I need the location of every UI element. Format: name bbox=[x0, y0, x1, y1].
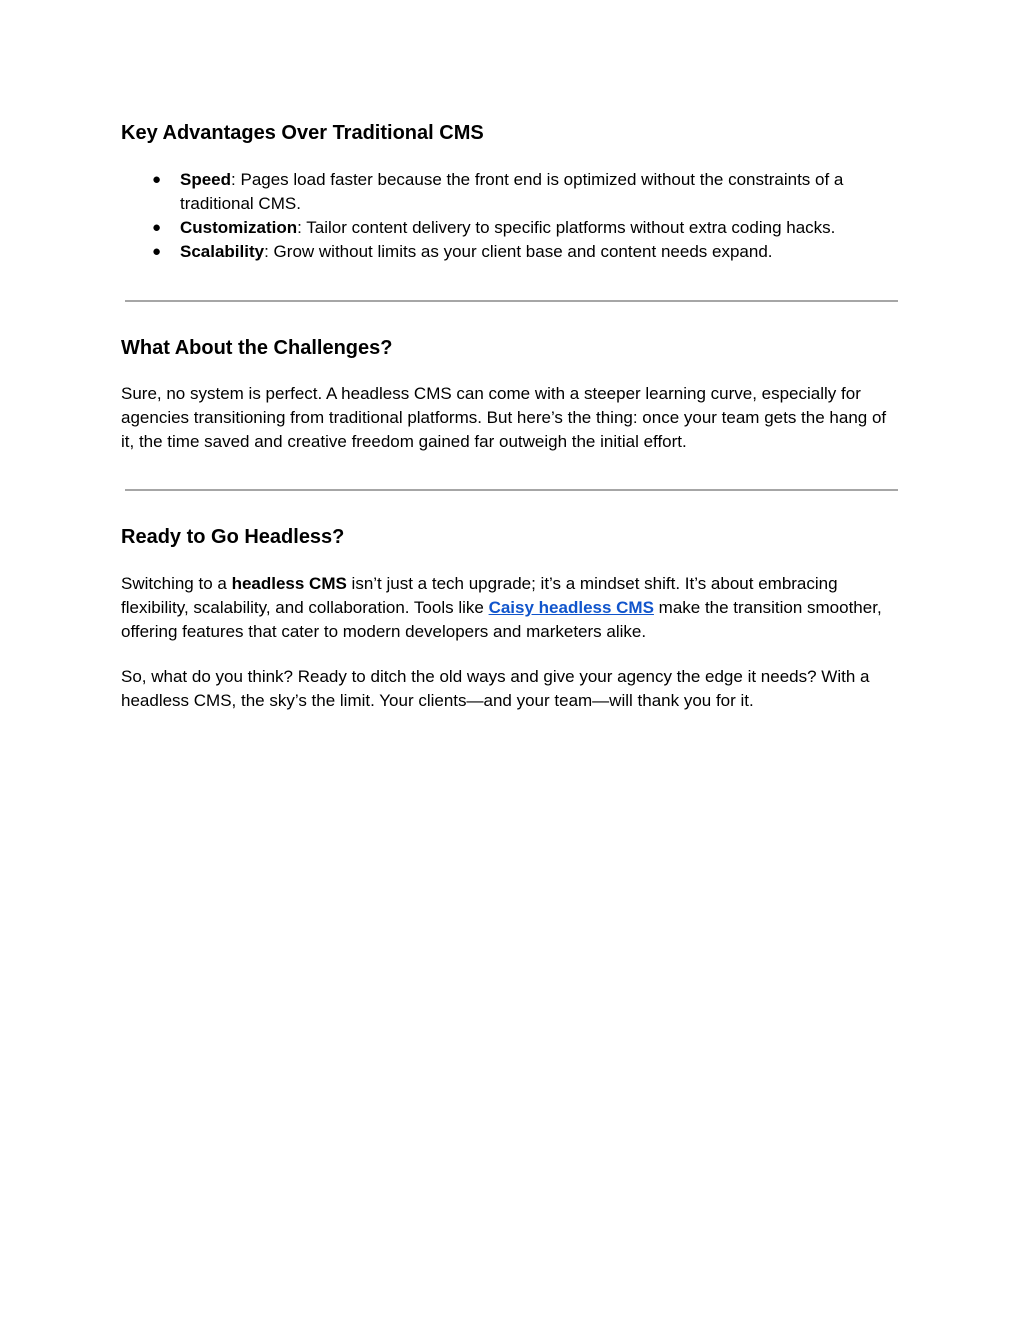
ready-text-end: make the transition smoother, offering features that cater to modern developers and marketers alike. bbox=[121, 598, 882, 641]
list-item-text: : Tailor content delivery to specific platforms without extra coding hacks. bbox=[297, 218, 836, 237]
caisy-link[interactable]: Caisy headless CMS bbox=[488, 598, 654, 617]
heading-key-advantages: Key Advantages Over Traditional CMS bbox=[121, 122, 484, 144]
challenges-paragraph: Sure, no system is perfect. A headless CMS can come with a steeper learning curve, especially for agencies transitioning from traditional platforms. But here’s the thing: once your team gets the hang of it, the time saved and creative freedom gained far outweigh the initial effort. bbox=[121, 384, 887, 451]
bullet-icon: ● bbox=[152, 243, 162, 260]
ready-paragraph bbox=[121, 572, 901, 644]
bullet-icon: ● bbox=[152, 219, 162, 236]
list-item-term: Scalability bbox=[180, 242, 265, 261]
list-item bbox=[121, 168, 901, 216]
list-item bbox=[121, 240, 901, 264]
ready-text-middle: isn’t just a tech upgrade; it’s a mindset shift. It’s about embracing flexibility, scalability, and collaboration. Tools like bbox=[121, 574, 838, 617]
closing-paragraph: So, what do you think? Ready to ditch the old ways and give your agency the edge it needs? With a headless CMS, the sky’s the limit. Your clients—and your team—will thank you for it. bbox=[121, 667, 870, 710]
list-item-text: : Grow without limits as your client base and content needs expand. bbox=[264, 242, 773, 261]
section-divider bbox=[125, 489, 898, 491]
ready-text-start: Switching to a bbox=[121, 574, 232, 593]
ready-bold-term: headless CMS bbox=[231, 574, 347, 593]
bullet-icon: ● bbox=[152, 171, 162, 188]
list-item bbox=[121, 216, 901, 240]
heading-challenges: What About the Challenges? bbox=[121, 337, 393, 359]
list-item-term: Customization bbox=[180, 218, 298, 237]
section-divider bbox=[125, 300, 898, 302]
advantages-list bbox=[121, 168, 901, 264]
list-item-term: Speed bbox=[180, 170, 232, 189]
list-item-text: : Pages load faster because the front end is optimized without the constraints of a traditional CMS. bbox=[180, 170, 844, 213]
heading-ready-headless: Ready to Go Headless? bbox=[121, 526, 345, 548]
